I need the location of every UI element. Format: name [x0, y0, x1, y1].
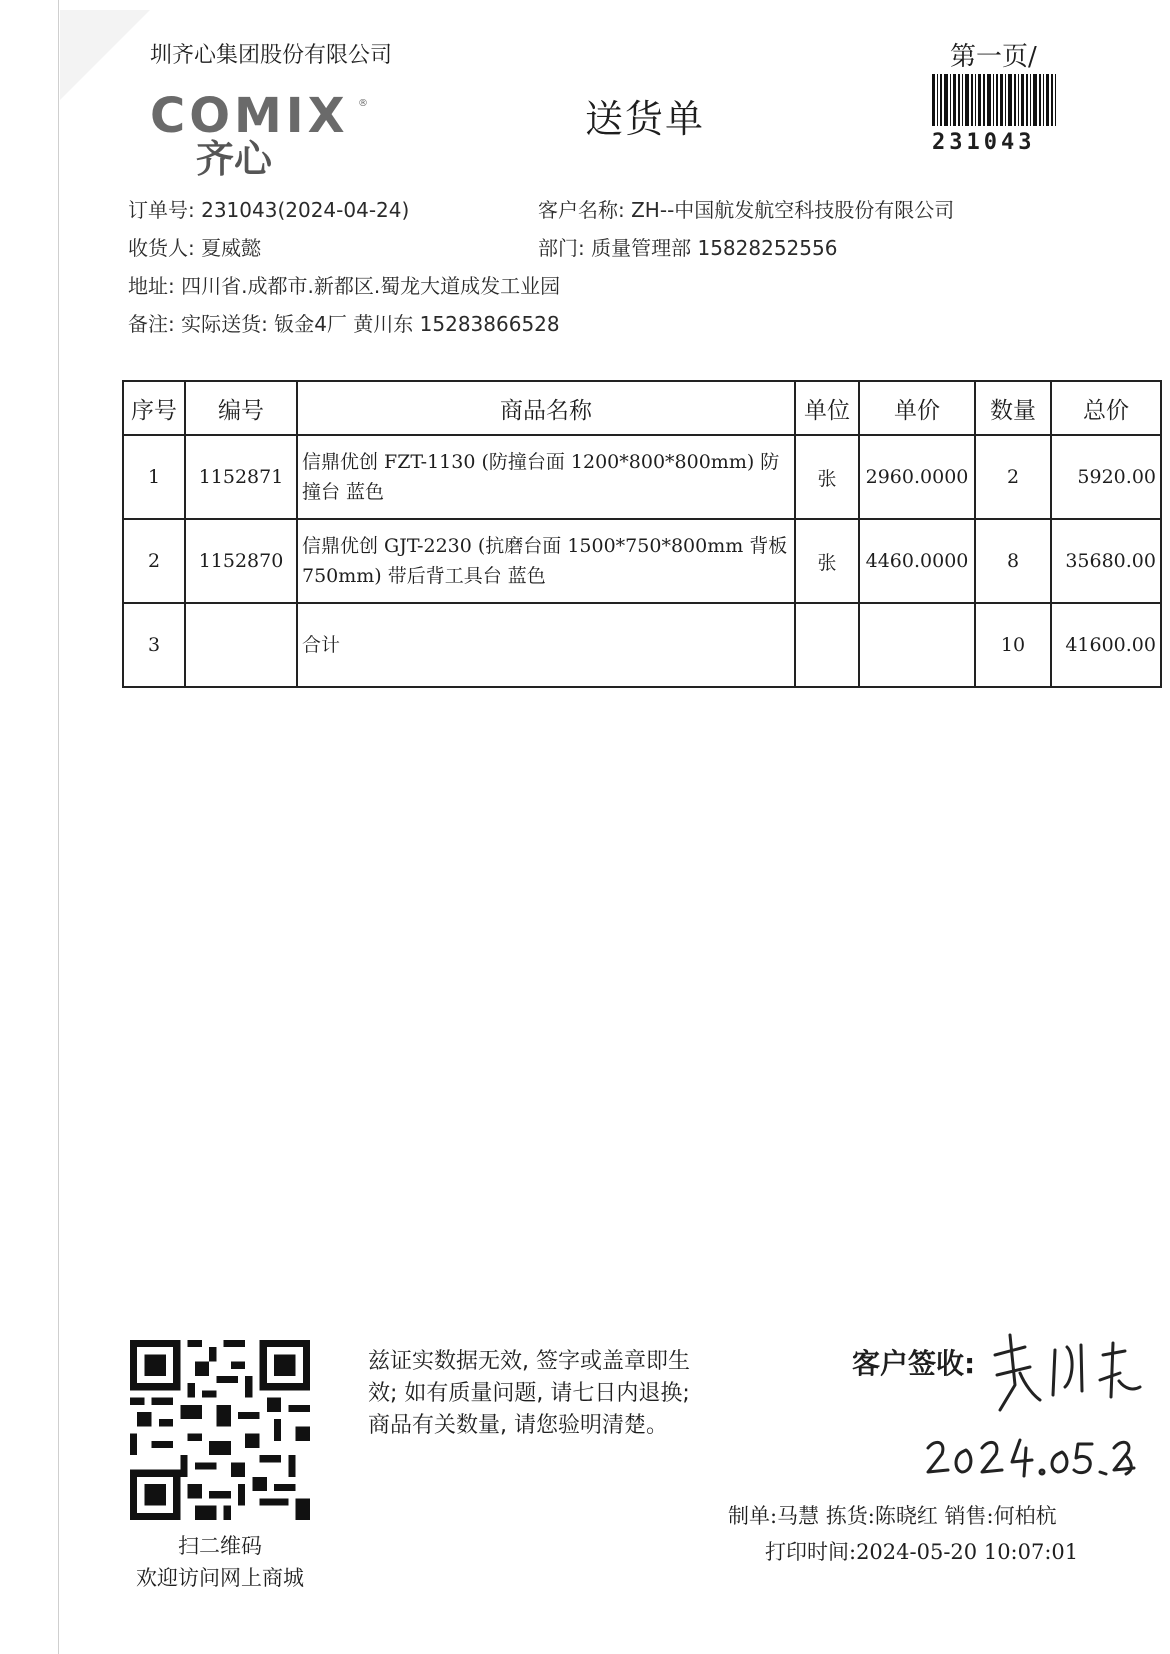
note-line: 效; 如有质量问题, 请七日内退换; — [368, 1381, 690, 1406]
barcode-icon — [932, 74, 1056, 126]
header-unit: 单位 — [795, 381, 859, 435]
cell-code: 1152871 — [185, 435, 297, 519]
comix-logo: COMIX — [150, 88, 349, 144]
registered-mark: ® — [358, 98, 368, 109]
cell-product-name: 信鼎优创 GJT-2230 (抗磨台面 1500*750*800mm 背板750mm) 带后背工具台 蓝色 — [297, 519, 795, 603]
barcode-number: 231043 — [932, 130, 1036, 155]
cell-unit — [795, 603, 859, 687]
cell-seq: 1 — [123, 435, 185, 519]
note-line: 商品有关数量, 请您验明清楚。 — [368, 1413, 668, 1438]
receiver — [128, 232, 261, 261]
header-unit-price: 单价 — [859, 381, 975, 435]
table-row — [123, 435, 1161, 519]
header-quantity: 数量 — [975, 381, 1051, 435]
cell-total: 5920.00 — [1051, 435, 1161, 519]
cell-code — [185, 603, 297, 687]
cell-seq: 2 — [123, 519, 185, 603]
delivery-table — [122, 380, 1162, 688]
document-title: 送货单 — [584, 97, 705, 141]
company-name: 圳齐心集团股份有限公司 — [150, 43, 393, 68]
customer-name — [538, 194, 954, 223]
dept-label: 部门: — [538, 236, 585, 260]
address-label: 地址: — [128, 274, 175, 298]
customer-label: 客户名称: — [538, 198, 625, 222]
qr-caption-scan: 扫二维码 — [178, 1534, 262, 1558]
address-value: 四川省.成都市.新都区.蜀龙大道成发工业园 — [181, 274, 561, 298]
receiver-label: 收货人: — [128, 236, 195, 260]
header-total: 总价 — [1051, 381, 1161, 435]
remark-label: 备注: — [128, 312, 175, 336]
remark-value: 实际送货: 钣金4厂 黄川东 15283866528 — [181, 312, 560, 336]
page-number: 第一页/ — [950, 42, 1037, 72]
address — [128, 270, 560, 299]
receiver-value: 夏威懿 — [201, 236, 262, 260]
cell-unit-price — [859, 603, 975, 687]
order-number — [128, 194, 409, 223]
cell-product-name: 信鼎优创 FZT-1130 (防撞台面 1200*800*800mm) 防撞台 蓝色 — [297, 435, 795, 519]
folded-corner — [60, 10, 150, 100]
qr-code-icon — [130, 1340, 310, 1520]
cell-total: 41600.00 — [1051, 603, 1161, 687]
cell-unit: 张 — [795, 519, 859, 603]
cell-quantity: 10 — [975, 603, 1051, 687]
customer-value: ZH--中国航发航空科技股份有限公司 — [631, 198, 955, 222]
dept-value: 质量管理部 15828252556 — [591, 236, 838, 260]
print-time: 打印时间:2024-05-20 10:07:01 — [765, 1540, 1079, 1564]
table-row-total — [123, 603, 1161, 687]
customer-sign-label: 客户签收: — [852, 1347, 976, 1380]
department — [538, 232, 837, 261]
qr-caption-visit: 欢迎访问网上商城 — [136, 1566, 304, 1590]
header-product-name: 商品名称 — [297, 381, 795, 435]
cell-unit: 张 — [795, 435, 859, 519]
header-code: 编号 — [185, 381, 297, 435]
comix-logo-chinese: 齐心 — [196, 137, 273, 181]
cell-unit-price: 2960.0000 — [859, 435, 975, 519]
table-row — [123, 519, 1161, 603]
note-line: 兹证实数据无效, 签字或盖章即生 — [368, 1349, 690, 1374]
staff-line: 制单:马慧 拣货:陈晓红 销售:何柏杭 — [728, 1504, 1057, 1528]
page-left-edge — [58, 0, 59, 1654]
cell-seq: 3 — [123, 603, 185, 687]
table-header-row — [123, 381, 1161, 435]
disclaimer-note — [368, 1346, 788, 1442]
cell-unit-price: 4460.0000 — [859, 519, 975, 603]
cell-quantity: 8 — [975, 519, 1051, 603]
header-seq: 序号 — [123, 381, 185, 435]
cell-code: 1152870 — [185, 519, 297, 603]
order-value: 231043(2024-04-24) — [201, 198, 410, 222]
order-label: 订单号: — [128, 198, 195, 222]
handwritten-signature — [985, 1325, 1145, 1415]
cell-total: 35680.00 — [1051, 519, 1161, 603]
remark — [128, 308, 560, 337]
cell-product-name: 合计 — [297, 603, 795, 687]
handwritten-date — [920, 1430, 1140, 1490]
cell-quantity: 2 — [975, 435, 1051, 519]
